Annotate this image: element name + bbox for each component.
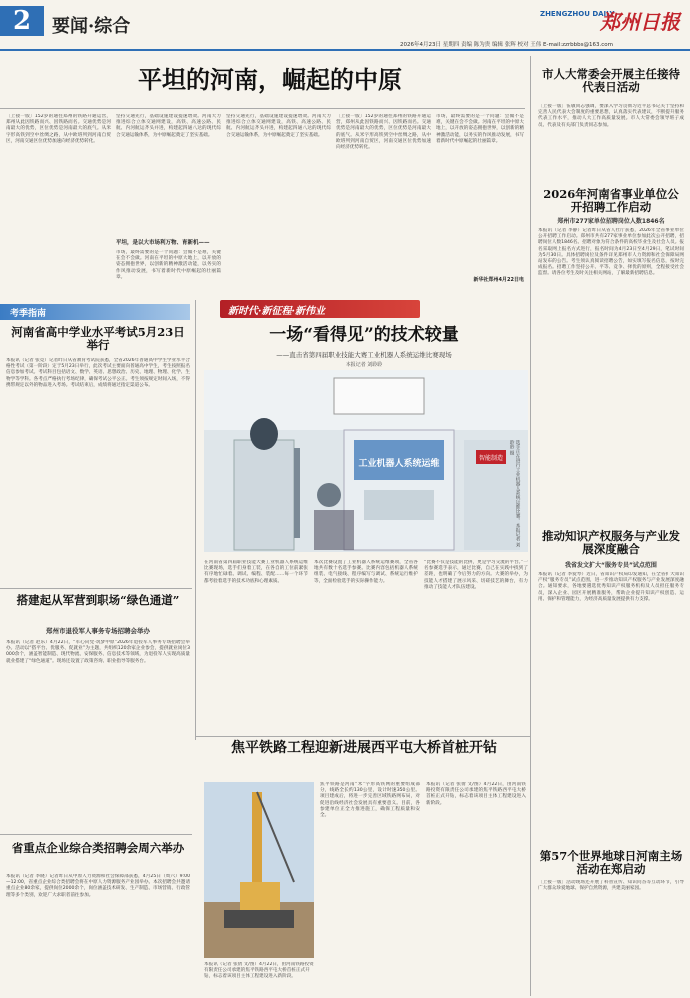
ip-sub: 我省发文扩大“服务专员”试点范围: [565, 562, 657, 569]
right-column-divider: [530, 56, 531, 996]
npc-headline: 市人大常委会开展主任接待代表日活动: [542, 67, 680, 95]
ip-headline: 推动知识产权服务与产业发展深度融合: [542, 529, 680, 557]
paper-english-name: ZHENGZHOU DAILY: [540, 10, 615, 18]
lead-rule: [0, 108, 525, 109]
lead-column-3: 坚持交通先行，基础设施建设提速增效。河南大力推进综合立体交通网建设，高铁、高速公路、民航、内河航运齐头并进，构建起四通八达的现代综合交通运输体系，为中原崛起奠定了坚实基础。: [226, 114, 331, 138]
section-title: 要闻·综合: [52, 16, 131, 37]
enterprise-body: 本报讯（记者 李晓）记者昨日从中原人力资源和社会保障部获悉，4月25日（周六）9:00—12:00，省重点企业综合类招聘会将在中原人力资源服务产业园举办。本次招聘会共邀请重点企业80余家，提供岗位2000余个，岗位涵盖技术研发、生产制造、市场营销、行政管理等多个类别，欢迎广大求职者前往参加。: [6, 874, 190, 898]
enterprise-rule: [0, 834, 192, 835]
railway-photo: [204, 782, 314, 958]
railway-column-1: 焦平铁路是河南“米”字形高铁网的重要组成部分，线路全长约130公里，设计时速350公里。项目建成后，将进一步完善区域铁路网布局，对促进沿线经济社会发展具有重要意义。目前，各参建单位正全力推进施工，确保工程质量和安全。: [320, 782, 420, 819]
institution-body: 本报讯（记者 李静）记者昨日从省人社厅获悉，2026年全省事业单位公开招聘工作启动。郑州市共有277家事业单位参加此次公开招聘，招聘岗位人数1846名。招聘对象为符合条件的高校毕业生及社会人员。报名采取网上报名方式进行，报名时间为4月23日至4月29日，笔试时间为5月30日。具体招聘岗位及条件详见郑州市人力资源和社会保障局网站发布的公告。考生须认真阅读招聘公告，如实填写报名信息，按时完成报名。招聘工作坚持公开、平等、竞争、择优的原则，全程接受社会监督。请各位考生及时关注相关网站，了解最新招聘信息。: [538, 228, 684, 277]
army-rule: [0, 588, 192, 589]
feature-byline: 本报记者 刘聆聆: [345, 362, 383, 368]
army-body: 本报讯（记者 赵乐）4月22日，“军心向党·筑梦中原”2026年退役军人事务专场招聘会举办。活动以“搭平台、优服务、促就业”为主题，共组织120余家企业参会，提供就业岗位3000余个，涵盖智能制造、现代物流、安保服务、信息技术等领域，为退役军人实现高质量就业搭建了“绿色通道”。现场还设置了政策咨询、职业指导等服务台。: [6, 640, 190, 664]
earthday-body: 〔上接一版〕活动现场还开展了科普宣传、知识问答等互动环节，引导广大群众珍爱地球、保护自然资源，共建美丽家园。: [538, 880, 684, 892]
earthday-headline: 第57个世界地球日河南主场活动在郑启动: [539, 849, 683, 877]
lead-column-1: 〔上接一版〕152岁的通往郑州的铁路开通运营，郑州从此因铁路而兴、因铁路而名。交通优势是河南最大的优势，区位优势是河南最大的底气。从米字形高铁到空中丝绸之路，从中欧班列到河南自贸区，河南交通区位优势加速向经济优势转化。: [6, 114, 111, 144]
npc-body: 〔上接一版〕伍敏同志强调，要深入学习贯彻习近平总书记关于坚持和完善人民代表大会制度的重要思想，认真落实代表建议，不断提升服务代表工作水平，推动人大工作高质量发展。市人大常委会领导班子成员、代表及有关部门负责同志参加。: [538, 104, 684, 128]
feature-left-divider: [195, 300, 196, 740]
lead-column-2: 坚持交通先行，基础设施建设提速增效。河南大力推进综合立体交通网建设，高铁、高速公路、民航、内河航运齐头并进，构建起四通八达的现代综合交通运输体系，为中原崛起奠定了坚实基础。: [116, 114, 221, 138]
screen-label: 工业机器人系统运维: [358, 459, 440, 469]
feature-column-2: 本次比赛设置了工业机器人系统运维赛项，全省各地共有数十名选手参赛。比赛内容包括机器人系统组装、电气接线、程序编写与调试、系统运行维护等，全面检验选手的实际操作能力。: [314, 560, 418, 584]
exam-body: 本报讯（记者 张竞）记者昨日从省教育考试院获悉，全省2026年普通高中学生学业水平合格性考试（第一阶段）定于5月23日举行，此次考试主要面向普通高中学生，考生按照报名信息参加考试。考试科目包括语文、数学、英语、思想政治、历史、地理、物理、化学、生物学等学科。各考点严格执行考场纪律，确保考试公平公正。考生须按规定时间入场，不得携带规定以外的物品进入考场。考试结束后，成绩将通过指定渠道公布。: [6, 358, 190, 388]
enterprise-headline: 省重点企业综合类招聘会周六举办: [11, 841, 185, 855]
header-divider: [0, 49, 690, 51]
feature-column-3: “比赛不仅是技能的比拼，更是学习交流的平台。”一名参赛选手表示，通过比赛，自己在实践中找到了差距，也明确了今后努力的方向。大赛的举办，为技能人才搭建了展示风采、切磋技艺的舞台，有力推动了技能人才队伍建设。: [424, 560, 528, 590]
feature-banner-label: 新时代·新征程·新伟业: [228, 306, 325, 317]
robot-competition-illustration: [204, 370, 528, 552]
exam-headline: 河南省高中学业水平考试5月23日举行: [11, 325, 185, 353]
feature-banner: [220, 300, 420, 318]
feature-column-1: 在河南省第四届职业技能大赛工业机器人系统运维比赛现场，选手们身着工装，在各自的工位前紧张有序地忙碌着。调试、编程、装配……每一个环节都考验着选手的技术功底和心理素质。: [204, 560, 308, 584]
lead-subhead: 平坦，是以大市场利万物、育新机——: [116, 240, 210, 246]
board-label: 智能制造: [478, 455, 504, 462]
lead-column-4: 〔上接一版〕152岁的通往郑州的铁路开通运营，郑州从此因铁路而兴、因铁路而名。交通优势是河南最大的优势，区位优势是河南最大的底气。从米字形高铁到空中丝绸之路，从中欧班列到河南自贸区，河南交通区位优势加速向经济优势转化。: [336, 114, 431, 151]
lead-column-2b: 市场，最终需要的是一个问题：会做不是难，关键在会不会做。河南在平坦的中原大地上，以开放的姿态拥抱世界，以创新的精神激活动能，以务实的作风推动发展，书写着新时代中原崛起的壮丽篇章。: [116, 250, 221, 280]
institution-headline: 2026年河南省事业单位公开招聘工作启动: [543, 187, 679, 215]
date-line: 2026年4月23日 星期四 责编 陈为贵 编辑 张辉 校对 王伟 E-mail:zzrbbbs@163.com: [400, 42, 613, 48]
army-sub: 郑州市退役军人事务专场招聘会举办: [46, 627, 150, 635]
railway-headline: 焦平铁路工程迎新进展西平屯大桥首桩开钻: [231, 740, 497, 756]
lead-byline: 新华社郑州4月22日电: [473, 277, 524, 283]
exam-banner-label: 考季指南: [10, 309, 47, 319]
railway-column-2: 本报讯（记者 张倩 文/图）4月22日，由河南铁路投资有限责任公司承建的焦平铁路西平屯大桥首桩正式开钻，标志着该项目主体工程建设进入新阶段。: [426, 782, 526, 806]
ip-body: 本报讯（记者 李爱琴）近日，省知识产权局印发通知，在全省扩大知识产权“服务专员”试点范围，进一步推动知识产权服务与产业发展深度融合。通知要求，各地要遴选优秀知识产权服务机构及人员担任服务专员，深入企业、园区开展精准服务，帮助企业提升知识产权创造、运用、保护和管理能力，为经济高质量发展提供有力支撑。: [538, 572, 684, 602]
lead-headline: 平坦的河南，崛起的中原: [138, 65, 402, 94]
paper-logo: 郑州日报: [600, 10, 680, 34]
feature-headline: 一场“看得见”的技术较量: [269, 325, 459, 345]
page-number: 2: [0, 6, 44, 36]
institution-sub: 郑州市277家单位招聘岗位人数1846名: [557, 218, 665, 225]
lead-column-5: 市场，最终需要的是一个问题：会做不是难，关键在会不会做。河南在平坦的中原大地上，以开放的姿态拥抱世界，以创新的精神激活动能，以务实的作风推动发展，书写着新时代中原崛起的壮丽篇章。: [436, 114, 524, 144]
railway-caption: 本报讯（记者 张倩 文/图）4月22日，由河南铁路投资有限责任公司承建的焦平铁路西平屯大桥首桩正式开钻，标志着该项目主体工程建设进入新阶段。: [204, 962, 314, 979]
army-headline: 搭建起从军营到职场“绿色通道”: [16, 593, 180, 607]
feature-photo-caption: 选手正在进行工业机器人系统运维比赛。本报记者 刘聆聆 摄: [509, 440, 520, 548]
feature-photo: [204, 370, 528, 552]
exam-banner: [0, 304, 190, 320]
railway-rule: [195, 736, 530, 737]
drilling-rig-illustration: [204, 782, 314, 958]
feature-sub: ——直击省第四届职业技能大赛工业机器人系统运维比赛现场: [276, 351, 452, 359]
